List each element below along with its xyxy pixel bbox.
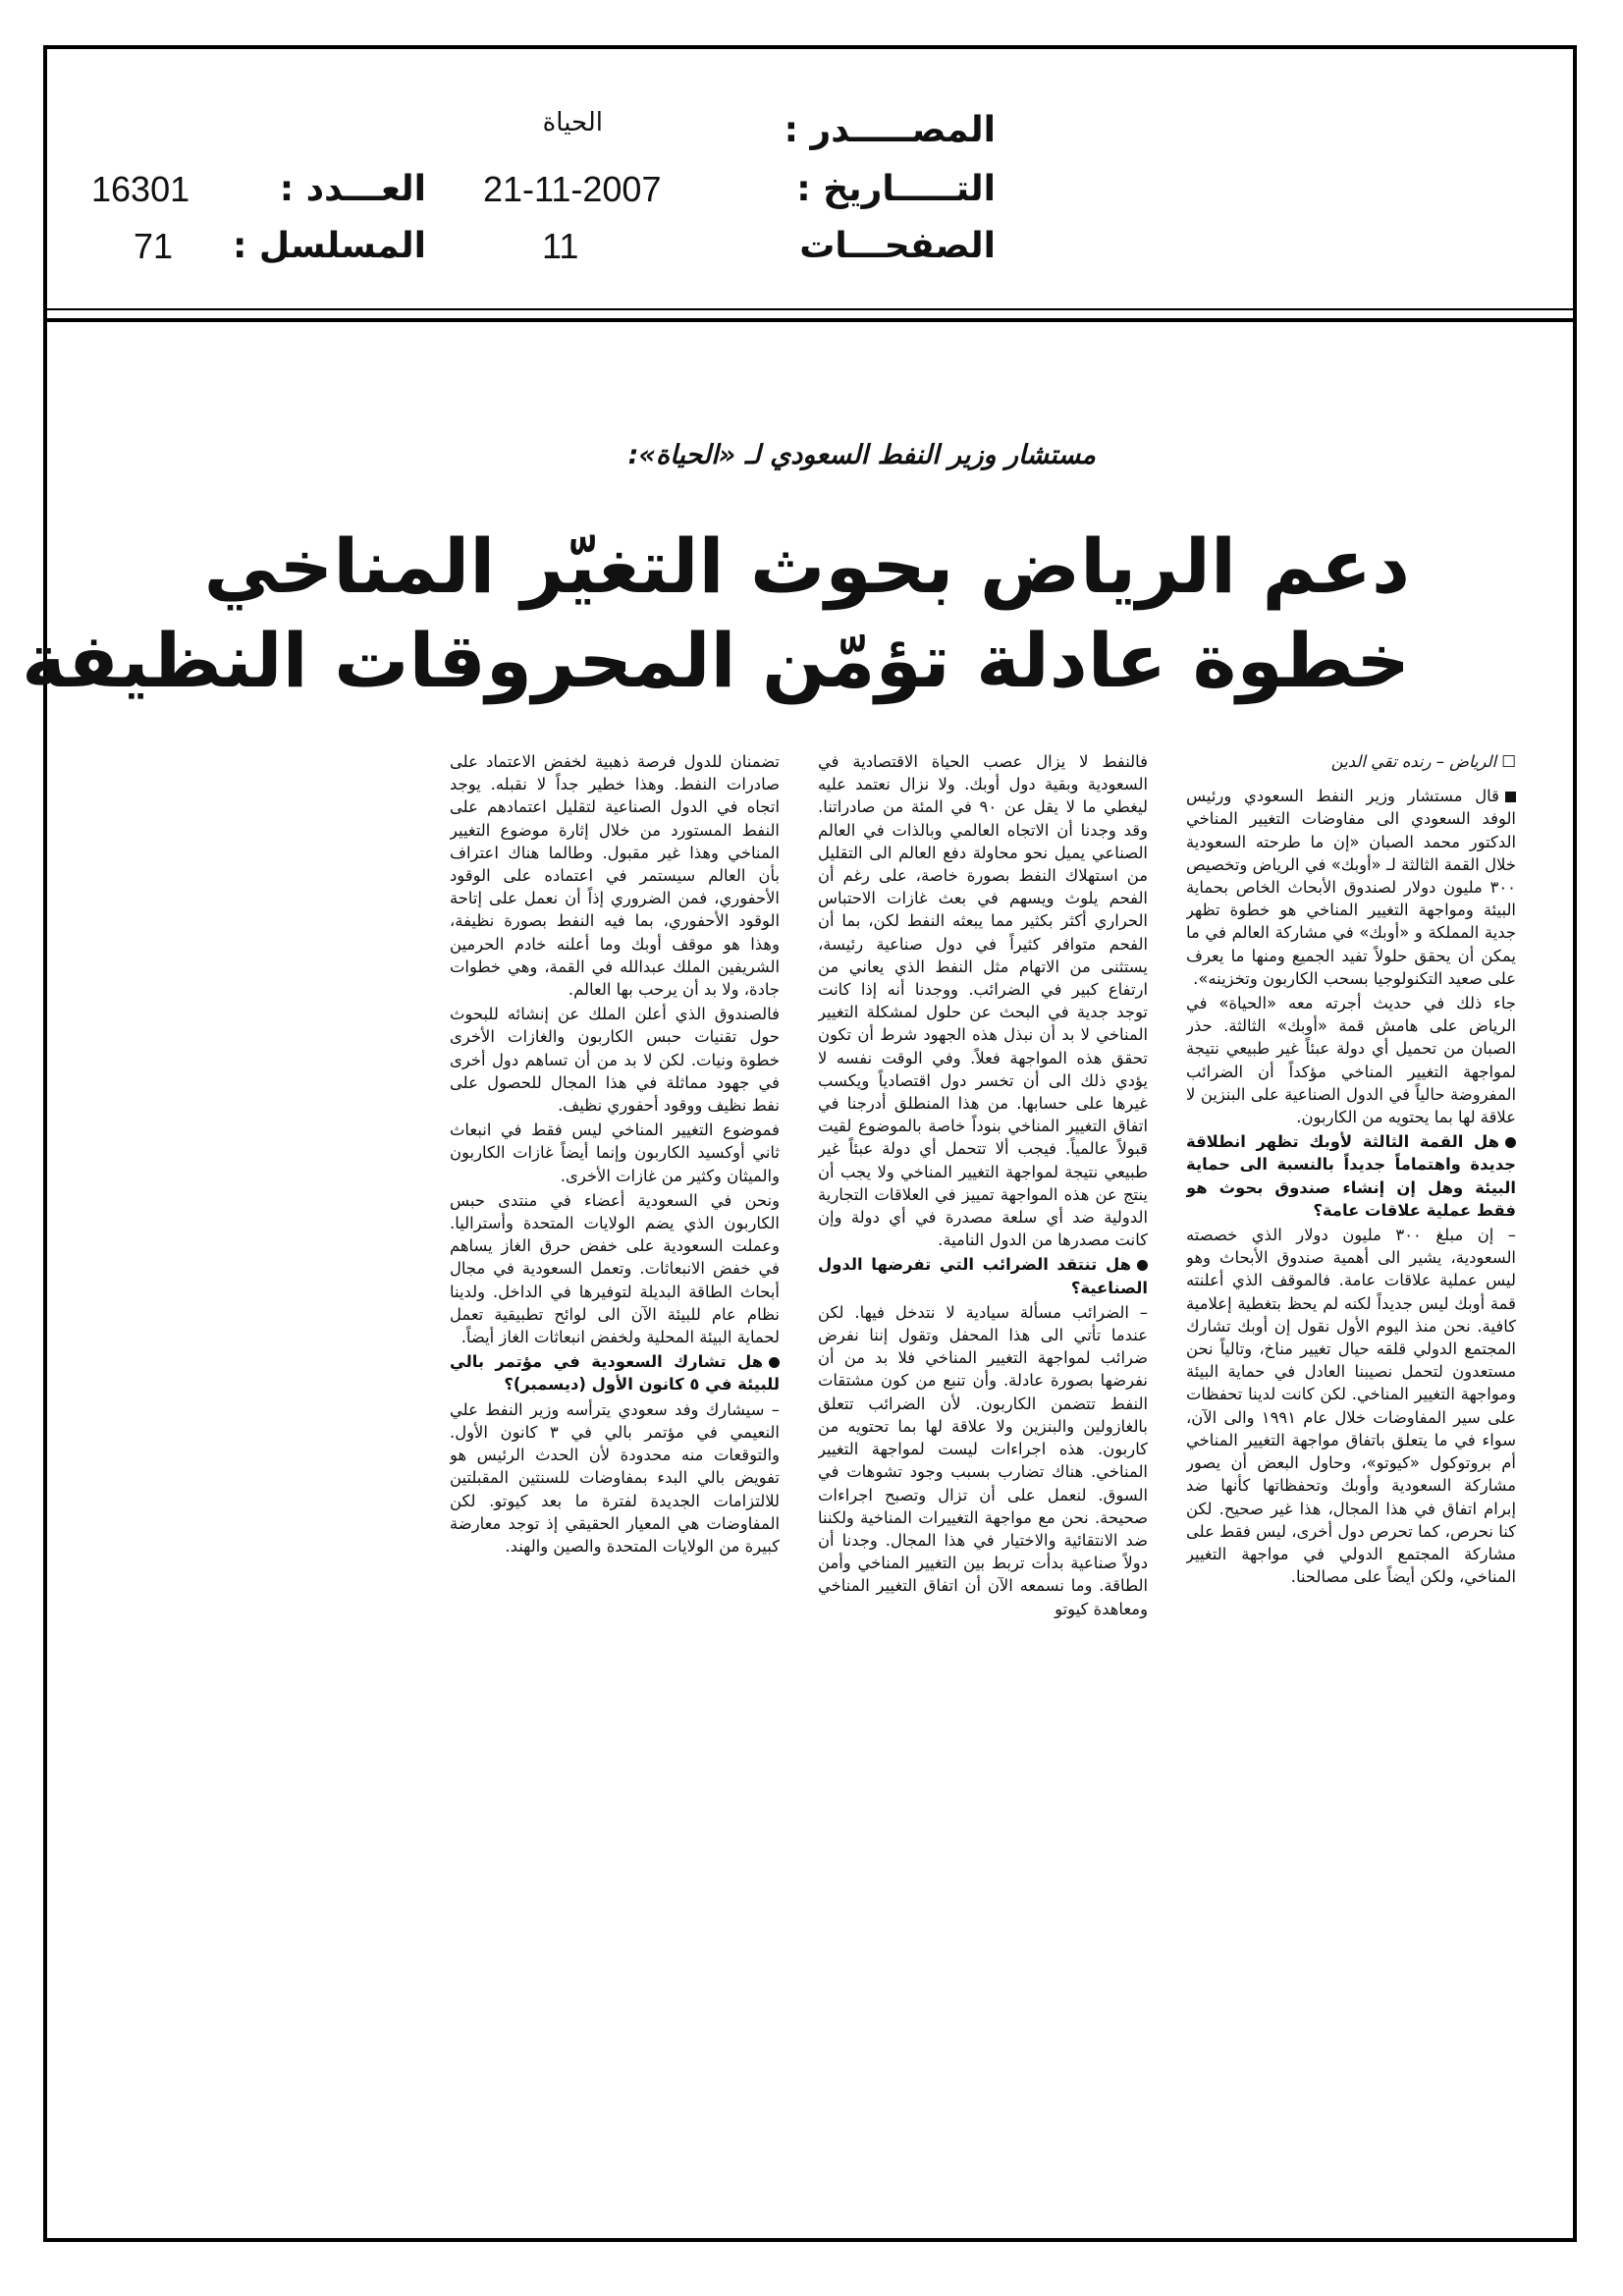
source-value: الحياة: [542, 108, 603, 137]
clipping-header: [47, 49, 1573, 322]
paragraph: قال مستشار وزير النفط السعودي ورئيس الوفد السعودي الى مفاوضات التغيير المناخي الدكتور محمد الصبان «إن ما طرحته السعودية خلال القمة الثالثة لـ «أوبك» في الرياض وتخصيص ٣٠٠ مليون دولار لصندوق الأبحاث الخاص بحماية البيئة ومواجهة التغيير المناخي هو خطوة تظهر جدية المملكة و «أوبك» في مشاركة العالم في ما يمكن أن يحقق حلولاً تفيد الجميع ومنها ما يعرف على صعيد التكنولوجيا بسحب الكاربون وتخزينه».: [1186, 787, 1516, 988]
byline-box-icon: ☐: [1496, 752, 1516, 771]
headline-line-2: خطوة عادلة تؤمّن المحروقات النظيفة: [22, 617, 1410, 704]
article-clipping: [22, 340, 1557, 2224]
paragraph: فالنفط لا يزال عصب الحياة الاقتصادية في السعودية وبقية دول أوبك. ولا نزال نعتمد عليه ليغطي ما لا يقل عن ٩٠ في المئة من صادراتنا. وقد وجدنا أن الاتجاه العالمي وبالذات في العالم الصناعي يميل نحو محاولة دفع العالم الى التقليل من استهلاك النفط بصورة خاصة، على رغم أن الفحم يلوث ويسهم في بعث غازات الاحتباس الحراري أكثر بكثير مما يبعثه النفط لكن، بما أن الفحم متوافر كثيراً في دول صناعية رئيسة، يستثنى من الاتهام مثل النفط الذي يعاني من ارتفاع كبير في الضرائب. ووجدنا أنه إذا كانت توجد جدية في البحث عن حلول لمشكلة التغيير المناخي لا بد أن نبذل هذه الجهود شرط أن تكون تحقق هذه المواجهة فعلاً. وفي الوقت نفسه لا يؤدي ذلك الى أن تخسر دول اقتصادياً ويكسب غيرها على حسابها. من هذا المنطلق أدرجنا في اتفاق التغيير المناخي بنوداً خاصة بالموضوع لقيت قبولاً عالمياً. فيجب ألا تتحمل أي دولة عبئاً غير طبيعي نتيجة لمواجهة التغيير المناخي ولا يجب أن ينتج عن هذه المواجهة تمييز في العلاقات التجارية الدولية ضد أي سلعة مصدرة في أي دولة وإن كانت مصدرها من الدول النامية.: [818, 752, 1148, 1250]
serial-label: المسلسل :: [232, 226, 426, 266]
article-column-3: [450, 750, 780, 2027]
source-label: المصـــــدر :: [784, 110, 996, 150]
paragraph: تضمنان للدول فرصة ذهبية لخفض الاعتماد على صادرات النفط. وهذا خطير جداً لا نقبله. يوجد اتجاه في الدول الصناعية لتقليل اعتمادهم على النفط المستورد من خلال إثارة موضوع التغيير المناخي وهذا غير مقبول. وطالما هناك اعتراف بأن العالم سيستمر في اعتماده على الوقود الأحفوري، فمن الضروري إذاً أن نعمل على إتاحة الوقود الأحفوري، بما فيه النفط بصورة نظيفة، وهذا هو موقف أوبك وما أعلنه خادم الحرمين الشريفين الملك عبدالله في القمة، وهي خطوات جادة، ولا بد أن يرحب بها العالم.: [450, 752, 780, 1000]
byline: ☐ الرياض – رنده تقي الدين: [1330, 752, 1516, 771]
round-bullet-icon: [1505, 1137, 1516, 1148]
question-paragraph: هل تشارك السعودية في مؤتمر بالي للبيئة في ٥ كانون الأول (ديسمبر)؟: [450, 1352, 780, 1394]
headline-line-1: دعم الرياض بحوث التغيّر المناخي: [203, 522, 1410, 610]
issue-label: العـــدد :: [279, 169, 426, 209]
square-bullet-icon: [1505, 792, 1516, 802]
paragraph: جاء ذلك في حديث أجرته معه «الحياة» في الرياض على هامش قمة «أوبك» الثالثة. حذر الصبان من تحميل أي دولة عبئاً غير طبيعي نتيجة لمواجهة التغيير المناخي مؤكداً أن الضرائب المفروضة حالياً في الدول الصناعية على البنزين لا علاقة لها بما يحتويه من الكاربون.: [1186, 994, 1516, 1127]
question-paragraph: هل تنتقد الضرائب التي تفرضها الدول الصناعية؟: [818, 1255, 1148, 1297]
paragraph: ونحن في السعودية أعضاء في منتدى حبس الكاربون الذي يضم الولايات المتحدة وأستراليا. وعملت السعودية على خفض حرق الغاز يساهم في خفض الانبعاثات. وتعمل السعودية في مجال أبحاث الطاقة البديلة لتوفيرها في الداخل. ولدينا نظام عام للبيئة الآن الى لوائح تطبيقية تعمل لحماية البيئة المحلية ولخفض انبعاثات الغاز أيضاً.: [450, 1190, 780, 1347]
serial-value: 71: [134, 226, 174, 266]
round-bullet-icon: [1137, 1260, 1148, 1271]
article-column-2: [818, 750, 1148, 2027]
paragraph: فموضوع التغيير المناخي ليس فقط في انبعاث ثاني أوكسيد الكاربون وإنما أيضاً غازات الكاربون والميثان وكثير من غازات الأخرى.: [450, 1121, 780, 1185]
date-label: التـــــاريخ :: [796, 169, 996, 209]
round-bullet-icon: [769, 1357, 780, 1368]
pages-value: 11: [542, 226, 579, 266]
clipping-frame: [22, 45, 1577, 2242]
issue-value: 16301: [91, 169, 190, 209]
article-columns: [450, 750, 1516, 2027]
question-paragraph: هل القمة الثالثة لأوبك تظهر انطلاقة جديدة واهتماماً جديداً بالنسبة الى حماية البيئة وهل إن إنشاء صندوق بحوث هو فقط عملية علاقات عامة؟: [1186, 1132, 1516, 1220]
date-value: 21-11-2007: [483, 169, 662, 209]
article-kicker: مستشار وزير النفط السعودي لـ «الحياة»:: [627, 440, 1096, 470]
paragraph: – سيشارك وفد سعودي يترأسه وزير النفط علي النعيمي في مؤتمر بالي في ٣ كانون الأول. والتوقعات منه محدودة لأن الحدث الرئيس هو تفويض بالي البدء بمفاوضات للسنتين المقبلتين للالتزامات الجديدة لفترة ما بعد كيوتو. لكن المفاوضات هي المعيار الحقيقي إذ توجد معارضة كبيرة من الولايات المتحدة والصين والهند.: [450, 1399, 780, 1556]
paragraph: – الضرائب مسألة سيادية لا نتدخل فيها. لكن عندما تأتي الى هذا المحفل وتقول إننا نفرض ضرائب لمواجهة التغيير المناخي فلا بد من أن نفرضها بصورة عادلة. وأن تنبع من كون مشتقات النفط تتضمن الكاربون. لأن الضرائب تتعلق بالغازولين والبنزين ولا علاقة لها بما تحتويه من كاربون. هذه اجراءات ليست لمواجهة التغيير المناخي. هناك تضارب بسبب وجود تشوهات في السوق. لنعمل على أن تزال وتصبح اجراءات صحيحة. نحن مع مواجهة التغييرات المناخية ولكننا ضد الانتقائية والاختيار في هذا المجال. وجدنا أن دولاً صناعية بدأت تربط بين التغيير المناخي وأمن الطاقة. وما نسمعه الآن أن اتفاق التغيير المناخي ومعاهدة كيوتو: [818, 1302, 1148, 1618]
paragraph: فالصندوق الذي أعلن الملك عن إنشائه للبحوث حول تقنيات حبس الكاربون والغازات الأخرى خطوة ونيات. لكن لا بد من أن تساهم دول أخرى في جهود مماثلة في هذا المجال للحصول على نفط نظيف ووقود أحفوري نظيف.: [450, 1005, 780, 1116]
pages-label: الصفحـــات: [799, 226, 996, 266]
paragraph: – إن مبلغ ٣٠٠ مليون دولار الذي خصصته السعودية، يشير الى أهمية صندوق الأبحاث وهو ليس عملية علاقات عامة. فالموقف الذي أعلنته قمة أوبك ليس جديداً لكنه لم يحظ بتغطية إعلامية كافية. نحن منذ اليوم الأول نقول إن أوبك تشارك المجتمع الدولي قلقه حيال تغيير مناخ، وتالياً نحن مستعدون لتحمل نصيبنا العادل في حماية البيئة ومواجهة التغيير المناخي. لكن كانت لدينا تحفظات على سير المفاوضات خلال عام ١٩٩١ والى الآن، سواء في ما يتعلق باتفاق مواجهة التغيير المناخي أم بروتوكول «كيوتو»، وحاول البعض أن يصور مشاركة السعودية وأوبك وتحفظاتها كأنها ضد إبرام اتفاق في هذا المجال، هذا غير صحيح. لكن كنا نحرص، كما تحرص دول أخرى، ليس فقط على مشاركة المجتمع الدولي في مواجهة التغيير المناخي، ولكن أيضاً على مصالحنا.: [1186, 1226, 1516, 1587]
article-column-1: [1186, 750, 1516, 2027]
